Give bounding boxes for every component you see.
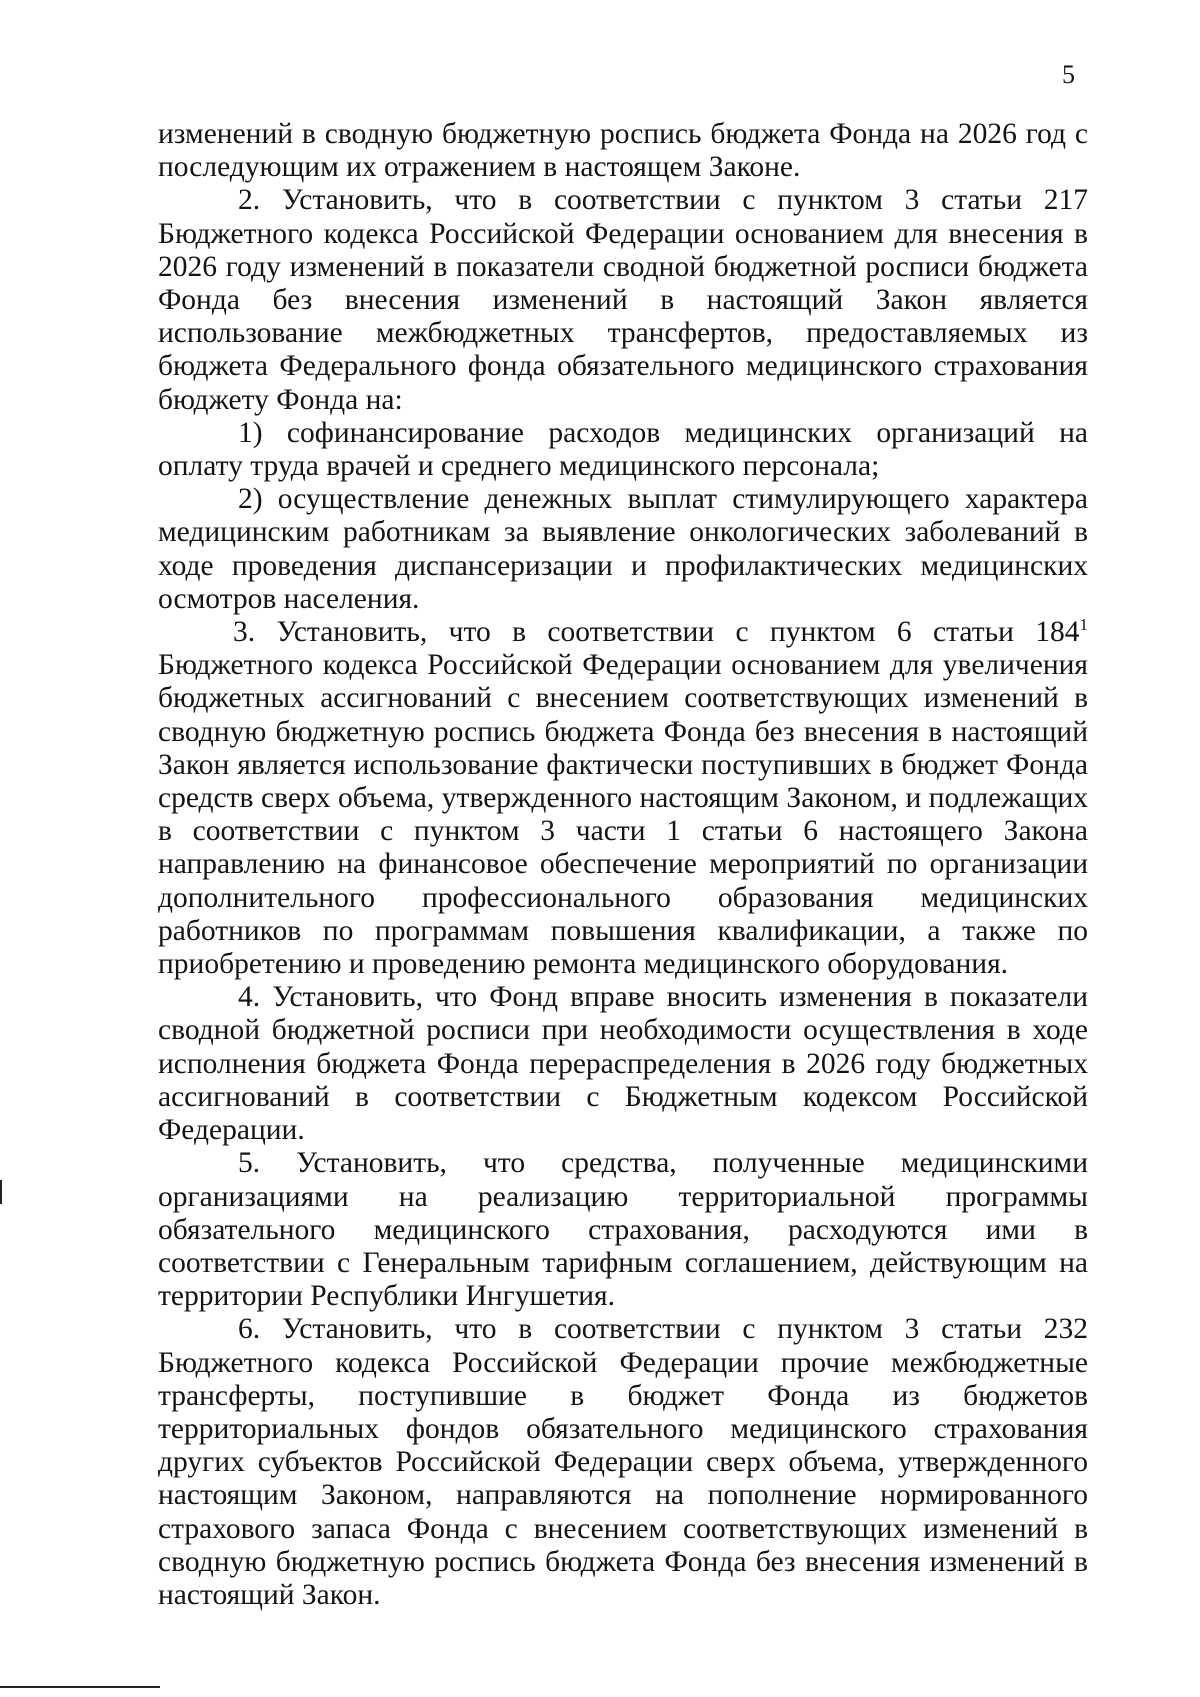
paragraph-item-2: 2. Установить, что в соответствии с пунктом 3 статьи 217 Бюджетного кодекса Российской Федерации основанием для внесения в 2026 году изменений в показатели сводной бюджетной росписи бюджета Фонда без внесения изменений в настоящий Закон является использование межбюджетных трансфертов, предоставляемых из бюджета Федерального фонда обязательного медицинского страхования бюджету Фонда на: [158, 184, 1088, 416]
item-3-text-start: 3. Установить, что в соответствии с пунктом 6 статьи 184 [233, 616, 1080, 649]
paragraph-item-3 [158, 616, 1088, 981]
subitem-2-2: 2) осуществление денежных выплат стимулирующего характера медицинским работникам за выявление онкологических заболеваний в ходе проведения диспансеризации и профилактических медицинских осмотров населения. [158, 483, 1088, 615]
page-number: 5 [1062, 60, 1075, 89]
paragraph-item-4: 4. Установить, что Фонд вправе вносить изменения в показатели сводной бюджетной росписи при необходимости осуществления в ходе исполнения бюджета Фонда перераспределения в 2026 году бюджетных ассигнований в соответствии с Бюджетным кодексом Российской Федерации. [158, 981, 1088, 1147]
item-3-text-end: Бюджетного кодекса Российской Федерации основанием для увеличения бюджетных ассигнований с внесением соответствующих изменений в сводную бюджетную роспись бюджета Фонда без внесения в настоящий Закон является использование фактически поступивших в бюджет Фонда средств сверх объема, утвержденного настоящим Законом, и подлежащих в соответствии с пунктом 3 части 1 статьи 6 настоящего Закона направлению на финансовое обеспечение мероприятий по организации дополнительного профессионального образования медицинских работников по программам повышения квалификации, а также по приобретению и проведению ремонта медицинского оборудования. [158, 649, 1088, 981]
paragraph-continuation: изменений в сводную бюджетную роспись бюджета Фонда на 2026 год с последующим их отражением в настоящем Законе. [158, 118, 1088, 184]
paragraph-item-5: 5. Установить, что средства, полученные медицинскими организациями на реализацию территориальной программы обязательного медицинского страхования, расходуются ими в соответствии с Генеральным тарифным соглашением, действующим на территории Республики Ингушетия. [158, 1147, 1088, 1313]
subitem-2-1: 1) софинансирование расходов медицинских организаций на оплату труда врачей и среднего медицинского персонала; [158, 416, 1088, 483]
paragraph-item-6: 6. Установить, что в соответствии с пунктом 3 статьи 232 Бюджетного кодекса Российской Федерации прочие межбюджетные трансферты, поступившие в бюджет Фонда из бюджетов территориальных фондов обязательного медицинского страхования других субъектов Российской Федерации сверх объема, утвержденного настоящим Законом, направляются на пополнение нормированного страхового запаса Фонда с внесением соответствующих изменений в сводную бюджетную роспись бюджета Фонда без внесения изменений в настоящий Закон. [158, 1313, 1088, 1611]
document-body [158, 118, 1088, 1612]
scan-edge-mark [0, 1180, 2, 1204]
scan-bottom-line [0, 1686, 160, 1688]
article-superscript: 1 [1079, 615, 1088, 635]
